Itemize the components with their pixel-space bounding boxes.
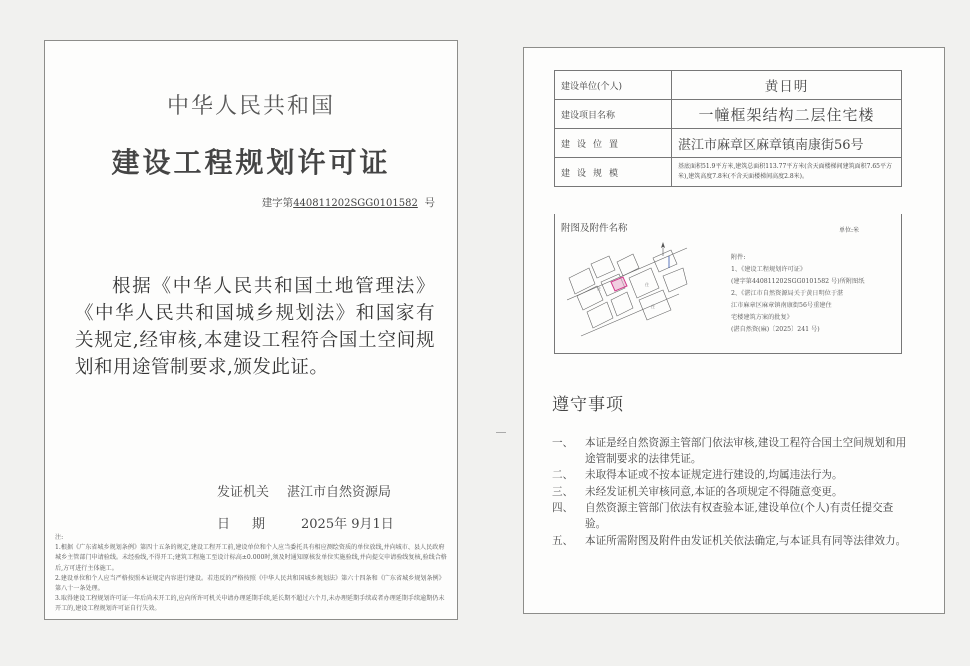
item-number: 二、 — [552, 469, 574, 482]
svg-text:住: 住 — [651, 304, 655, 309]
attachment-line: 附件: — [731, 254, 746, 261]
note-item: 3.取得建设工程规划许可证一年后尚未开工的,应向所许可机关申请办理延期手续,延长期不超过六个月,未办理延期手续或者办理延期手续逾期仍未开工的,建设工程规划许可证自行失效。 — [55, 595, 445, 613]
list-item — [552, 501, 912, 532]
item-number: 一、 — [552, 437, 574, 449]
project-info-table — [554, 70, 902, 187]
item-number: 五、 — [552, 534, 574, 547]
row-value: 湛江市麻章区麻章镇南康街56号 — [672, 129, 902, 158]
list-item — [552, 485, 912, 501]
svg-text:住: 住 — [645, 282, 649, 287]
note-item: 2.建设单位和个人应当严格按照本证规定内容进行建设。若违反的严格按照《中华人民共和国城乡规划法》第六十四条和《广东省城乡规划条例》第八十一条处理。 — [55, 574, 445, 593]
attachment-line: 江市麻章区麻章镇南康街56号重建住 — [731, 302, 832, 309]
date-value: 2025年 9月1日 — [301, 517, 394, 532]
list-item — [552, 534, 912, 550]
item-text: 未经发证机关审核同意,本证的各项规定不得随意变更。 — [585, 485, 843, 498]
table-row — [555, 71, 902, 100]
issuer-label: 发证机关 — [217, 485, 270, 500]
issue-date — [217, 513, 394, 532]
issuing-authority — [217, 481, 391, 500]
row-label: 建设单位(个人) — [555, 71, 672, 100]
country-name: 中华人民共和国 — [166, 94, 335, 119]
notes-section — [55, 533, 449, 615]
date-label: 日期 — [217, 517, 288, 532]
table-row — [555, 158, 902, 187]
item-text: 自然资源主管部门依法有权查验本证,建设单位(个人)有责任提交查验。 — [585, 502, 894, 530]
fold-mark — [496, 432, 506, 433]
item-number: 四、 — [552, 502, 574, 515]
notes-heading: 注: — [55, 534, 64, 541]
unit-label: 单位:米 — [838, 227, 859, 234]
row-label: 建设位置 — [555, 129, 672, 158]
item-number: 三、 — [552, 485, 574, 498]
document-number-value: 440811202SGG0101582 — [293, 198, 418, 209]
document-number — [262, 195, 435, 210]
attachments-title: 附图及附件名称 — [561, 223, 628, 234]
svg-text:住: 住 — [597, 286, 601, 291]
attachments-list — [731, 252, 897, 336]
attachment-line: (湛自然资(麻)〔2025〕241 号) — [731, 326, 820, 333]
item-text: 未取得本证或不按本证规定进行建设的,均属违法行为。 — [585, 469, 843, 482]
table-row — [555, 129, 902, 158]
row-value: 一幢框架结构二层住宅楼 — [672, 100, 902, 129]
note-item: 1.根据《广东省城乡规划条例》第四十五条的规定,建设工程开工前,建设单位和个人应当委托具有相应测绘资质的单位放线,并向城市、县人民政府城乡主管部门申请验线。未经验线,不得开工;建筑工程施工至设计标高±0.000时,须及时通知原核发单位实施验线,并向提交申请验线复核,验线合格后,方可进行主体施工。 — [55, 544, 447, 572]
table-row — [555, 100, 902, 129]
item-text: 本证是经自然资源主管部门依法审核,建设工程符合国土空间规划和用途管制要求的法律凭证。 — [585, 437, 907, 465]
site-plan-map — [567, 238, 689, 338]
row-label: 建设规模 — [555, 158, 672, 187]
row-label: 建设项目名称 — [555, 100, 672, 129]
certificate-back-page — [523, 47, 945, 614]
list-item — [552, 436, 912, 467]
observe-items-title: 遵守事项 — [552, 395, 624, 415]
certificate-title: 建设工程规划许可证 — [111, 146, 391, 179]
attachments-box — [554, 214, 902, 354]
attachment-line: 宅楼建筑方案的批复》 — [731, 314, 793, 321]
list-item — [552, 468, 912, 484]
attachment-line: 1、《建设工程规划许可证》 — [731, 266, 807, 273]
certificate-front-page — [44, 40, 458, 620]
document-number-prefix: 建字第 — [261, 197, 294, 209]
row-value: 黄日明 — [672, 71, 902, 100]
attachment-line: 2、《湛江市自然资源局关于黄日明位于湛 — [731, 290, 844, 297]
document-number-suffix: 号 — [424, 197, 435, 209]
certificate-body-text: 根据《中华人民共和国土地管理法》《中华人民共和国城乡规划法》和国家有关规定,经审核,本建设工程符合国土空间规划和用途管制要求,颁发此证。 — [75, 276, 435, 378]
attachment-line: (建字第440811202SGG0101582 号)所附图纸 — [731, 278, 865, 285]
row-value: 基底面积51.9平方米,建筑总面积113.77平方米(含天面楼梯间建筑面积7.65平方米),建筑高度7.8米(不含天面楼梯间高度2.8米)。 — [672, 158, 902, 187]
observe-items-list — [552, 436, 912, 550]
item-text: 本证所需附图及附件由发证机关依法确定,与本证具有同等法律效力。 — [585, 534, 907, 547]
issuer-value: 湛江市自然资源局 — [287, 485, 392, 500]
